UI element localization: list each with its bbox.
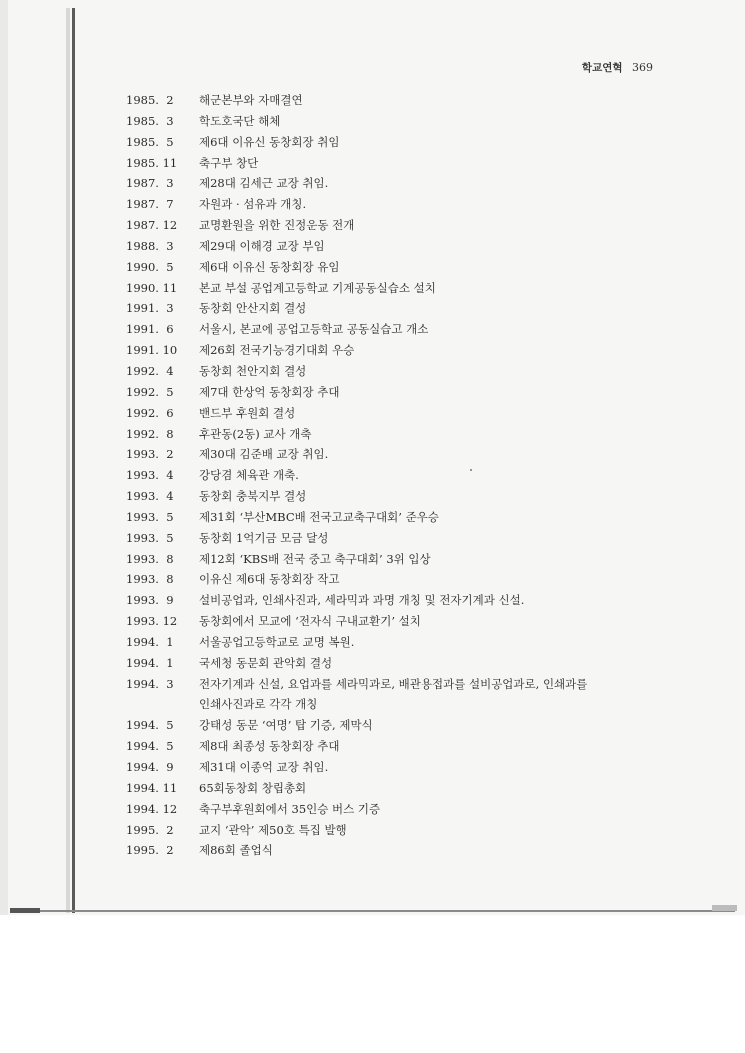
running-head — [582, 60, 653, 75]
entry-event — [199, 236, 626, 257]
entry-date: 1994. 12 — [126, 801, 178, 816]
entry-date: 1993. 12 — [126, 614, 178, 629]
entry-event — [199, 340, 626, 361]
entry-date: 1993. 9 — [126, 593, 174, 608]
timeline-entry — [126, 486, 626, 507]
entry-event — [199, 111, 626, 132]
timeline-entry — [126, 215, 626, 236]
entry-event-text: 설비공업과, 인쇄사진과, 세라믹과 과명 개칭 및 전자기계과 신설. — [199, 593, 525, 608]
entry-event-text: 해군본부와 자매결연 — [199, 93, 303, 107]
timeline-entry — [126, 736, 626, 757]
entry-date: 1993. 8 — [126, 551, 174, 566]
entry-event-text: 교명환원을 위한 진정운동 전개 — [199, 218, 355, 233]
entry-event — [199, 424, 626, 445]
book-spine-shadow — [66, 8, 70, 913]
timeline-entry — [126, 90, 626, 111]
entry-event-text: 제86회 졸업식 — [199, 843, 273, 858]
entry-event — [199, 132, 626, 153]
entry-date: 1992. 5 — [126, 384, 174, 399]
entry-event — [199, 674, 626, 716]
entry-date: 1991. 3 — [126, 301, 174, 316]
entry-date: 1993. 4 — [126, 489, 174, 504]
entry-event-text: 축구부후원회에서 35인승 버스 기증 — [199, 801, 381, 816]
timeline-entry — [126, 278, 626, 299]
entry-date: 1985. 2 — [126, 93, 174, 107]
timeline-entry — [126, 820, 626, 841]
entry-event-text: 전자기계과 신설, 요업과를 세라믹과로, 배관용접과를 설비공업과로, 인쇄과를 — [199, 676, 588, 691]
entry-event-text: 동창회에서 모교에 ‘전자식 구내교환기’ 설치 — [199, 614, 421, 629]
entry-date: 1991. 10 — [126, 343, 178, 358]
entry-date: 1987. 12 — [126, 218, 178, 233]
entry-event — [199, 736, 626, 757]
entry-event — [199, 507, 626, 528]
entry-event — [199, 153, 626, 174]
entry-date: 1994. 1 — [126, 655, 174, 670]
entry-date: 1985. 11 — [126, 155, 178, 170]
timeline-entry — [126, 153, 626, 174]
entry-event — [199, 528, 626, 549]
timeline-entry — [126, 424, 626, 445]
entry-event-text: 제6대 이유신 동창회장 취임 — [199, 134, 340, 149]
entry-event-text: 제30대 김준배 교장 취임. — [199, 447, 329, 462]
entry-event — [199, 298, 626, 319]
entry-event-text: 서울시, 본교에 공업고등학교 공동실습고 개소 — [199, 322, 429, 337]
entry-event — [199, 403, 626, 424]
entry-event — [199, 653, 626, 674]
entry-date: 1991. 6 — [126, 322, 174, 337]
entry-event — [199, 486, 626, 507]
entry-date: 1992. 8 — [126, 426, 174, 441]
entry-event — [199, 799, 626, 820]
entry-event-text: 강태성 동문 ‘여명’ 탑 기증, 제막식 — [199, 718, 373, 733]
timeline-entry — [126, 111, 626, 132]
timeline-entry — [126, 757, 626, 778]
entry-event — [199, 840, 626, 861]
entry-date: 1993. 5 — [126, 530, 174, 545]
history-timeline — [126, 90, 626, 861]
timeline-entry — [126, 569, 626, 590]
entry-event-text: 본교 부설 공업계고등학교 기계공동실습소 설치 — [199, 280, 436, 295]
timeline-entry — [126, 840, 626, 861]
entry-date: 1987. 3 — [126, 176, 174, 191]
entry-date: 1988. 3 — [126, 238, 174, 253]
timeline-entry — [126, 194, 626, 215]
entry-event — [199, 215, 626, 236]
entry-date: 1993. 5 — [126, 509, 174, 524]
entry-date: 1995. 2 — [126, 822, 174, 837]
timeline-entry — [126, 507, 626, 528]
entry-date: 1990. 11 — [126, 280, 178, 295]
entry-event-text: 제26회 전국기능경기대회 우승 — [199, 343, 355, 358]
timeline-entry — [126, 173, 626, 194]
timeline-entry — [126, 382, 626, 403]
entry-event — [199, 382, 626, 403]
entry-event — [199, 611, 626, 632]
timeline-entry — [126, 778, 626, 799]
entry-date: 1994. 11 — [126, 780, 178, 795]
entry-event-text: 학도호국단 해체 — [199, 113, 281, 128]
entry-event-text: 제29대 이해경 교장 부임 — [199, 238, 325, 253]
entry-date: 1993. 2 — [126, 447, 174, 462]
entry-event-text: 국세청 동문회 관악회 결성 — [199, 655, 333, 670]
entry-event-text: 자원과 · 섬유과 개칭. — [199, 197, 307, 212]
timeline-entry — [126, 257, 626, 278]
entry-date: 1994. 5 — [126, 718, 174, 733]
entry-date: 1994. 1 — [126, 634, 174, 649]
timeline-entry — [126, 715, 626, 736]
entry-event-text: 동창회 안산지회 결성 — [199, 301, 307, 316]
entry-date: 1995. 2 — [126, 843, 174, 858]
timeline-entry — [126, 549, 626, 570]
entry-event-text: 제7대 한상억 동창회장 추대 — [199, 384, 340, 399]
scan-left-strip — [0, 0, 8, 915]
entry-event — [199, 632, 626, 653]
book-spine-line — [72, 8, 75, 913]
page-bottom-edge-left-mark — [10, 908, 40, 913]
entry-event — [199, 778, 626, 799]
entry-date: 1993. 8 — [126, 572, 174, 587]
entry-event-continuation: 인쇄사진과로 각각 개칭 — [199, 697, 318, 712]
timeline-entry — [126, 611, 626, 632]
entry-date: 1985. 3 — [126, 113, 174, 128]
entry-event — [199, 757, 626, 778]
entry-event-text: 동창회 1억기금 모금 달성 — [199, 530, 329, 545]
entry-date: 1992. 4 — [126, 363, 174, 378]
entry-event-text: 제8대 최종성 동창회장 추대 — [199, 739, 340, 754]
entry-date: 1994. 3 — [126, 676, 174, 691]
entry-event-text: 제31대 이종억 교장 취임. — [199, 760, 329, 774]
entry-date: 1994. 5 — [126, 739, 174, 754]
entry-event-text: 65회동창회 창립총회 — [199, 780, 307, 795]
entry-event-text: 축구부 창단 — [199, 155, 259, 170]
page-bottom-edge-right-mark — [712, 905, 737, 911]
scan-speck — [470, 469, 472, 471]
timeline-entry — [126, 132, 626, 153]
page-number: 369 — [632, 61, 653, 74]
entry-event-text: 이유신 제6대 동창회장 작고 — [199, 572, 340, 587]
entry-event — [199, 569, 626, 590]
entry-event-text: 동창회 천안지회 결성 — [199, 363, 307, 378]
entry-date: 1993. 4 — [126, 468, 174, 483]
entry-event — [199, 465, 626, 486]
timeline-entry — [126, 632, 626, 653]
timeline-entry — [126, 298, 626, 319]
timeline-entry — [126, 236, 626, 257]
page-bottom-edge — [10, 910, 735, 912]
timeline-entry — [126, 465, 626, 486]
entry-event — [199, 444, 626, 465]
entry-event-text: 제31회 ‘부산MBC배 전국고교축구대회’ 준우승 — [199, 509, 439, 524]
entry-date: 1990. 5 — [126, 259, 174, 274]
entry-event-text: 교지 ‘관악’ 제50호 특집 발행 — [199, 822, 347, 837]
entry-date: 1985. 5 — [126, 134, 174, 149]
entry-event-text: 제28대 김세근 교장 취임. — [199, 176, 329, 191]
entry-event — [199, 173, 626, 194]
entry-event-text: 제12회 ‘KBS배 전국 중고 축구대회’ 3위 입상 — [199, 551, 431, 566]
entry-event-text: 후관동(2동) 교사 개축 — [199, 426, 312, 441]
entry-date: 1992. 6 — [126, 405, 174, 420]
timeline-entry — [126, 361, 626, 382]
entry-event-text: 서울공업고등학교로 교명 복원. — [199, 634, 355, 649]
entry-event-text: 동창회 충북지부 결성 — [199, 489, 307, 504]
entry-event — [199, 549, 626, 570]
entry-event — [199, 194, 626, 215]
entry-event — [199, 278, 626, 299]
entry-event-text: 밴드부 후원회 결성 — [199, 405, 296, 420]
entry-event — [199, 820, 626, 841]
entry-event-text: 강당겸 체육관 개축. — [199, 468, 299, 483]
timeline-entry — [126, 674, 626, 716]
timeline-entry — [126, 340, 626, 361]
timeline-entry — [126, 590, 626, 611]
entry-event — [199, 590, 626, 611]
timeline-entry — [126, 653, 626, 674]
running-head-section: 학교연혁 — [581, 62, 623, 74]
timeline-entry — [126, 319, 626, 340]
entry-event-text: 제6대 이유신 동창회장 유임 — [199, 259, 340, 274]
entry-date: 1994. 9 — [126, 760, 174, 774]
entry-event — [199, 361, 626, 382]
entry-event — [199, 257, 626, 278]
timeline-entry — [126, 403, 626, 424]
timeline-entry — [126, 528, 626, 549]
entry-event — [199, 90, 626, 111]
timeline-entry — [126, 799, 626, 820]
timeline-entry — [126, 444, 626, 465]
entry-event — [199, 319, 626, 340]
entry-event — [199, 715, 626, 736]
entry-date: 1987. 7 — [126, 197, 174, 212]
